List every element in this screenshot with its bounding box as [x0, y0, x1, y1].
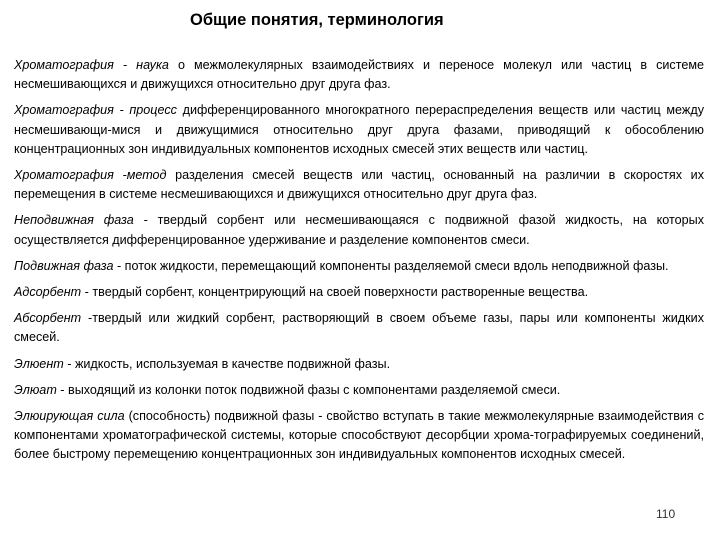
- definition-text: - выходящий из колонки поток подвижной фазы с компонентами разделяемой смеси.: [56, 382, 561, 397]
- definition-item: [14, 407, 704, 465]
- definition-term: Абсорбент: [14, 311, 82, 326]
- definition-term: Элюент: [14, 356, 64, 371]
- definition-term: Подвижная фаза: [14, 258, 114, 273]
- definition-text: - твердый сорбент, концентрирующий на своей поверхности растворенные вещества.: [81, 285, 589, 300]
- definition-item: [14, 257, 704, 276]
- definition-text: (способность) подвижной фазы - свойство вступать в такие межмолекулярные взаимодействия с компонентами хроматографической системы, которые способствуют десорбции хрома-тографируемых соединений, более быстрому перемещению концентрационных зон индивидуальных компонентов исходных смесей.: [14, 409, 704, 462]
- definition-text: -твердый или жидкий сорбент, растворяющий в своем объеме газы, пары или компоненты жидких смесей.: [14, 311, 704, 345]
- definition-item: [14, 283, 704, 302]
- definition-term: Элюирующая сила: [14, 409, 125, 424]
- definition-text: - твердый сорбент или несмешивающаяся с подвижной фазой жидкость, на которых осуществляется дифференцированное удерживание и разделение компонентов смеси.: [14, 213, 704, 247]
- definition-text: о межмолекулярных взаимодействиях и переносе молекул или частиц в системе несмешивающихся и движущихся относительно друг друга фаз.: [14, 58, 704, 92]
- definition-text: дифференцированного многократного перераспределения веществ или частиц между несмешивающи-мися и движущимися относительно друг друга фазами, приводящий к обособлению концентрационных зон индивидуальных компонентов исходных смесей этих веществ или частиц.: [14, 103, 704, 156]
- definition-term: Элюат: [14, 382, 57, 397]
- definition-item: [14, 56, 704, 94]
- definition-item: [14, 166, 704, 204]
- definition-term: Хроматография - процесс: [14, 103, 177, 118]
- definition-item: [14, 381, 704, 400]
- definition-text: - жидкость, используемая в качестве подвижной фазы.: [63, 356, 391, 371]
- definitions-list: [14, 56, 704, 472]
- definition-item: [14, 101, 704, 159]
- definition-text: разделения смесей веществ или частиц, основанный на различии в скоростях их перемещения в системе несмешивающихся и движущихся относительно друг друга фаз.: [14, 168, 705, 202]
- definition-item: [14, 355, 704, 374]
- definition-text: - поток жидкости, перемещающий компоненты разделяемой смеси вдоль неподвижной фазы.: [113, 258, 669, 273]
- definition-item: [14, 211, 704, 249]
- definition-term: Адсорбент: [14, 285, 82, 300]
- slide-title: Общие понятия, терминология: [190, 11, 444, 29]
- definition-term: Неподвижная фаза: [14, 213, 134, 228]
- definition-item: [14, 309, 704, 347]
- page-number: 110: [656, 507, 676, 521]
- definition-term: Хроматография - наука: [14, 58, 169, 72]
- definition-term: Хроматография -метод: [14, 168, 167, 183]
